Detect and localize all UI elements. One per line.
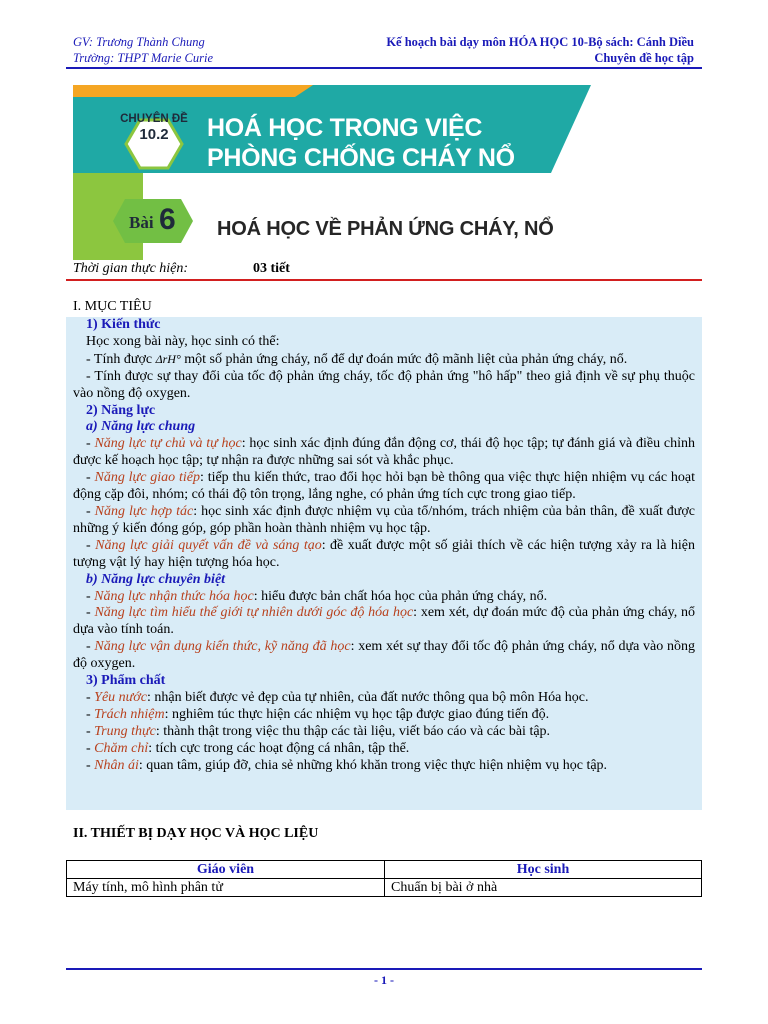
section-objectives-heading: I. MỤC TIÊU <box>73 299 152 314</box>
header-divider <box>66 67 702 69</box>
table-header-row <box>67 861 702 879</box>
plan-title: Kế hoạch bài dạy môn HÓA HỌC 10-Bộ sách: Cánh Diều <box>386 35 694 49</box>
quality-item: - Trách nhiệm: nghiêm túc thực hiện các nhiệm vụ học tập được giao đúng tiến độ. <box>86 706 550 722</box>
table-cell: Chuẩn bị bài ở nhà <box>385 879 702 897</box>
badge-number: 10.2 <box>139 126 169 143</box>
competence-heading: 2) Năng lực <box>86 402 156 418</box>
general-competence-item: - Năng lực giải quyết vấn đề và sáng tạo: đề xuất được một số giải thích về các hiện tượng xảy ra là hiện tượng vật lý hay hiện tượng hóa học. <box>73 537 696 570</box>
page-header-left <box>73 34 213 66</box>
qualities-heading: 3) Phẩm chất <box>86 673 166 689</box>
lesson-banner <box>73 85 598 260</box>
quality-item: - Yêu nước: nhận biết được vẻ đẹp của tự nhiên, của đất nước thông qua bộ môn Hóa học. <box>86 689 589 705</box>
specific-competence-heading: b) Năng lực chuyên biệt <box>86 571 226 587</box>
duration-row <box>73 260 290 278</box>
banner-title <box>207 113 597 173</box>
quality-item: - Trung thực: thành thật trong việc thu thập các tài liệu, viết báo cáo và các bài tập. <box>86 723 551 739</box>
table-header-student: Học sinh <box>385 861 702 879</box>
table-row <box>67 879 702 897</box>
knowledge-heading: 1) Kiến thức <box>86 317 161 332</box>
general-competence-heading: a) Năng lực chung <box>86 419 196 435</box>
general-competence-item: - Năng lực giao tiếp: tiếp thu kiến thức, trao đổi học hỏi bạn bè thông qua việc thực hiện nhiệm vụ các hoạt động cặp đôi, nhóm; có thái độ tôn trọng, lắng nghe, có phản ứng tích cực trong giao tiếp. <box>73 470 695 503</box>
general-competence-item: - Năng lực hợp tác: học sinh xác định được nhiệm vụ của tổ/nhóm, trách nhiệm của bản thân, đề xuất được những ý kiến đóng góp, góp phần hoàn thành nhiệm vụ học tập. <box>73 503 696 536</box>
section-equipment-heading: II. THIẾT BỊ DẠY HỌC VÀ HỌC LIỆU <box>73 826 319 841</box>
specific-competence-item: - Năng lực nhận thức hóa học: hiểu được bản chất hóa học của phản ứng cháy, nổ. <box>86 588 548 604</box>
knowledge-intro: Học xong bài này, học sinh có thể: <box>86 333 280 349</box>
equipment-table <box>66 860 702 897</box>
duration-label: Thời gian thực hiện: <box>73 261 189 276</box>
knowledge-item-1: - Tính được ΔrH° một số phản ứng cháy, nổ để dự đoán mức độ mãnh liệt của phản ứng cháy, nổ. <box>86 351 628 367</box>
table-cell: Máy tính, mô hình phân tử <box>67 879 385 897</box>
footer-divider <box>66 968 702 970</box>
specific-competence-item: - Năng lực vận dụng kiến thức, kỹ năng đã học: xem xét sự thay đổi tốc độ phản ứng cháy, nổ dựa vào nồng độ oxygen. <box>73 639 695 672</box>
quality-item: - Chăm chỉ: tích cực trong các hoạt động cá nhân, tập thể. <box>86 740 410 756</box>
lesson-label <box>120 200 192 244</box>
lesson-title: HOÁ HỌC VỀ PHẢN ỨNG CHÁY, NỔ <box>217 218 554 240</box>
badge-label: CHUYÊN ĐỀ <box>120 113 188 125</box>
title-divider <box>66 279 702 281</box>
knowledge-item-2: - Tính được sự thay đổi của tốc độ phản ứng cháy, tốc độ phản ứng "hô hấp" theo giả định về sự phụ thuộc vào nồng độ oxygen. <box>73 368 695 401</box>
objectives-content <box>73 317 695 774</box>
general-competence-item: - Năng lực tự chủ và tự học: học sinh xác định đúng đắn động cơ, thái độ học tập; tự đánh giá và điều chỉnh được kế hoạch học tập; tự nhận ra được những sai sót và khắc phục. <box>73 436 695 469</box>
teacher-name: GV: Trương Thành Chung <box>73 35 205 49</box>
lesson-word: Bài <box>129 213 154 232</box>
topic-label: Chuyên đề học tập <box>594 51 694 65</box>
table-header-teacher: Giáo viên <box>67 861 385 879</box>
lesson-number: 6 <box>159 203 176 236</box>
topic-badge <box>116 103 192 161</box>
formula-delta-h: ΔrH° <box>155 351 181 366</box>
quality-item: - Nhân ái: quan tâm, giúp đỡ, chia sẻ những khó khăn trong việc thực hiện nhiệm vụ học tập. <box>86 757 608 773</box>
banner-title-line2: PHÒNG CHỐNG CHÁY NỔ <box>207 144 515 172</box>
page-number: - 1 - <box>374 973 394 987</box>
school-name: Trường: THPT Marie Curie <box>73 51 214 65</box>
banner-title-line1: HOÁ HỌC TRONG VIỆC <box>207 114 483 142</box>
banner-orange-strip <box>73 85 313 97</box>
page-header-right <box>386 34 694 66</box>
duration-value: 03 tiết <box>253 261 290 276</box>
specific-competence-item: - Năng lực tìm hiểu thế giới tự nhiên dưới góc độ hóa học: xem xét, dự đoán mức độ của phản ứng cháy, nổ dựa vào tính toán. <box>73 605 695 638</box>
